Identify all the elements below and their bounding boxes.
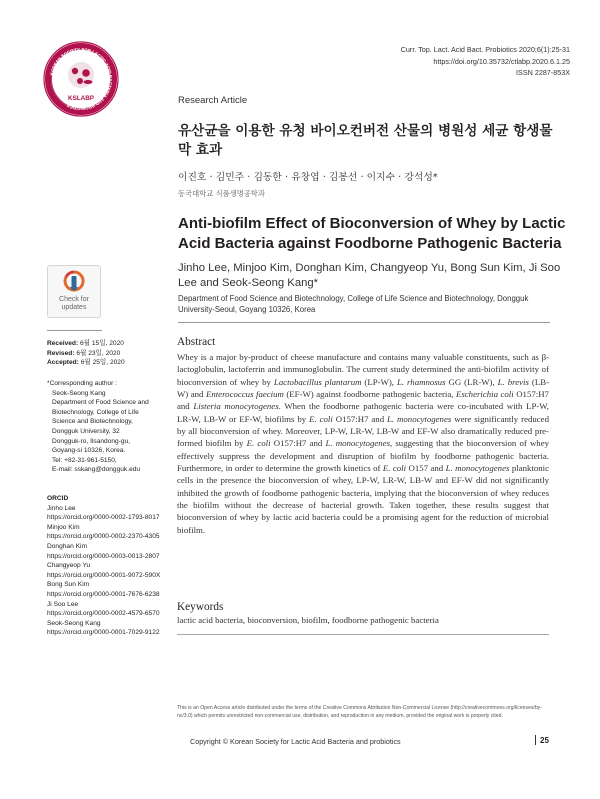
society-logo <box>42 40 120 118</box>
orcid-name: Ji Soo Lee <box>47 600 79 608</box>
correspondence-line: Dongguk University, 32 <box>52 427 120 435</box>
header-divider <box>178 322 550 323</box>
keywords-divider <box>177 634 549 635</box>
accepted-date: Accepted: 6월 25일, 2020 <box>47 359 125 367</box>
english-affiliation: Department of Food Science and Biotechnology, College of Life Science and Biotechnology, Dongguk University-Seoul, Goyang 10326, Korea <box>178 294 529 314</box>
received-date: Received: 6월 15일, 2020 <box>47 340 124 347</box>
correspondence-line: *Corresponding author : <box>47 380 118 387</box>
orcid-link[interactable]: https://orcid.org/0000-0001-7029-9122 <box>47 629 160 637</box>
korean-title: 유산균을 이용한 유청 바이오컨버전 산물의 병원성 세균 항생물막 효과 <box>178 123 553 158</box>
korean-authors: 이진호 · 김민주 · 김동한 · 유창엽 · 김봉선 · 이지수 · 강석성* <box>178 172 438 183</box>
journal-doi[interactable]: https://doi.org/10.35732/ctlabp.2020.6.1.25 <box>433 56 570 66</box>
journal-citation: Curr. Top. Lact. Acid Bact. Probiotics 2020;6(1):25-31 <box>400 45 570 54</box>
english-authors: Jinho Lee, Minjoo Kim, Donghan Kim, Changyeop Yu, Bong Sun Kim, Ji Soo Lee and Seok-Seong Kang* <box>178 262 561 289</box>
orcid-link[interactable]: https://orcid.org/0000-0001-7676-6238 <box>47 590 160 598</box>
check-updates-icon <box>63 270 85 294</box>
orcid-link[interactable]: https://orcid.org/0000-0001-9072-590X <box>47 571 161 579</box>
orcid-name: Minjoo Kim <box>47 523 80 531</box>
correspondence-line: Seok-Seong Kang <box>52 389 106 397</box>
copyright-notice: Copyright © Korean Society for Lactic Acid Bacteria and probiotics <box>190 737 401 746</box>
orcid-link[interactable]: https://orcid.org/0000-0002-4579-6570 <box>47 610 160 618</box>
correspondence-line: Goyang-si 10326, Korea. <box>52 447 126 455</box>
journal-issn: ISSN 2287-853X <box>516 68 570 77</box>
correspondence-line: Tel: +82-31-961-5150, <box>52 456 117 464</box>
svg-text:KSLABP: KSLABP <box>68 95 94 102</box>
check-updates-label-1: Check for <box>59 296 89 303</box>
orcid-name: Bong Sun Kim <box>47 581 90 589</box>
svg-text:KOREAN SOCIETY FOR LACTIC ACID: KOREAN SOCIETY FOR LACTIC ACID BACTERIA AND PROBIOTICS <box>49 46 114 112</box>
english-title: Anti-biofilm Effect of Bioconversion of Whey by Lactic Acid Bacteria against Foodborne Pathogenic Bacteria <box>178 215 566 252</box>
page-number-divider <box>535 735 536 745</box>
orcid-name: Seok-Seong Kang <box>47 619 101 627</box>
orcid-link[interactable]: https://orcid.org/0000-0002-1793-8017 <box>47 514 160 522</box>
orcid-heading: ORCID <box>47 495 69 502</box>
orcid-link[interactable]: https://orcid.org/0000-0002-2370-4305 <box>47 533 160 541</box>
correspondence-line: Biotechnology, College of Life <box>52 408 139 416</box>
license-notice: This is an Open Access article distributed under the terms of the Creative Commons Attribution Non-Commercial License (http://creativecommons.org/licenses/by-nc/3.0) which permits unrestricted non-commercial use, distribution, and reproduction in any medium, provided the original work is properly cited. <box>177 705 542 719</box>
korean-affiliation: 동국대학교 식품생명공학과 <box>178 189 265 198</box>
page-number: 25 <box>540 736 549 745</box>
check-for-updates-button[interactable] <box>47 265 101 318</box>
correspondence-email[interactable]: E-mail: sskang@dongguk.edu <box>52 466 141 474</box>
check-updates-label-2: updates <box>61 304 87 311</box>
sidebar-divider <box>47 330 102 331</box>
revised-date: Revised: 6월 23일, 2020 <box>47 349 121 357</box>
orcid-name: Donghan Kim <box>47 542 87 550</box>
correspondence-line: Dongguk-ro, Ilsandong-gu, <box>52 437 131 445</box>
corresponding-author <box>47 379 149 475</box>
orcid-name: Changyeop Yu <box>47 562 91 570</box>
orcid-list <box>47 494 160 638</box>
article-type: Research Article <box>178 95 248 106</box>
keywords-text: lactic acid bacteria, bioconversion, biofilm, foodborne pathogenic bacteria <box>177 615 439 625</box>
abstract-heading: Abstract <box>177 336 216 348</box>
correspondence-line: Science and Biotechnology, <box>52 418 133 426</box>
correspondence-line: Department of Food Science and <box>52 399 149 407</box>
keywords-heading: Keywords <box>177 601 224 613</box>
orcid-name: Jinho Lee <box>47 504 76 512</box>
journal-info <box>401 44 570 79</box>
abstract-text: Whey is a major by-product of cheese manufacture and contains many valuable constituents, such as β-lactoglobulin, lactoferrin and immunoglobulin. The current study determined the anti-biofilm activity of bioconversion of whey by Lactobacillus plantarum (LP-W), L. rhamnosus GG (LR-W), L. brevis (LB-W) and Enterococcus faecium (EF-W) against foodborne pathogenic bacteria, Escherichia coli O157:H7 and Listeria monocytogenes. When the foodborne pathogenic bacteria were co-incubated with LP-W, LR-W, LB-W or EF-W, biofilms by E. coli O157:H7 and L. monocytogenes were significantly reduced by all bioconversion of whey. Moreover, LP-W, LR-W, LB-W and EF-W also dramatically reduced pre-formed biofilm by E. coli O157:H7 and L. monocytogenes, suggesting that the bioconversion of whey effectively suppress the development and disruption of biofilm by foodborne pathogenic bacteria. Furthermore, in order to determine the growth kinetics of E. coli O157 and L. monocytogenes planktonic cells in the presence the bioconversion of whey, LP-W, LR-W, LB-W and EF-W did not significantly inhibited the growth of foodborne pathogenic bacteria, implying that the bioconversion of whey reduces the biofilm without the decrease of bacterial growth. Taken together, these results suggest that bioconversion of whey by lactic acid bacteria could be a promising agent for the reduction of microbial biofilm. <box>177 352 549 535</box>
article-dates <box>47 339 125 368</box>
orcid-link[interactable]: https://orcid.org/0000-0003-0013-2807 <box>47 552 160 560</box>
